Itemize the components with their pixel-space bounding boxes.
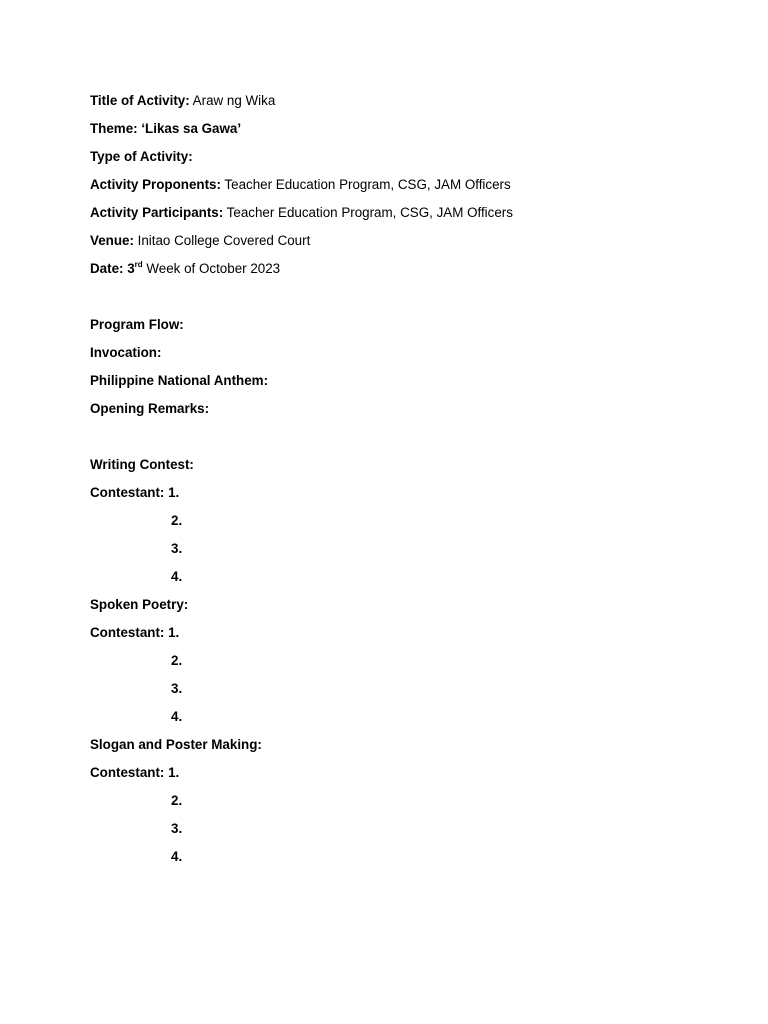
slogan-contestant-4: 4. bbox=[171, 849, 183, 864]
spoken-poetry-heading: Spoken Poetry: bbox=[90, 597, 189, 612]
venue-label: Venue: bbox=[90, 233, 134, 248]
slogan-poster-heading: Slogan and Poster Making: bbox=[90, 737, 262, 752]
writing-contestant-1: Contestant: 1. bbox=[90, 485, 180, 500]
date-ordinal-suffix: rd bbox=[134, 259, 143, 269]
activity-participants-line bbox=[90, 204, 513, 222]
writing-contestant-4: 4. bbox=[171, 569, 183, 584]
program-flow-heading: Program Flow: bbox=[90, 317, 184, 332]
type-of-activity-line: Type of Activity: bbox=[90, 149, 193, 164]
writing-contestant-3: 3. bbox=[171, 541, 183, 556]
title-of-activity-line bbox=[90, 92, 275, 110]
poetry-contestant-2: 2. bbox=[171, 653, 183, 668]
activity-proponents-line bbox=[90, 176, 511, 194]
title-of-activity-value: Araw ng Wika bbox=[189, 93, 276, 108]
theme-line: Theme: ‘Likas sa Gawa’ bbox=[90, 121, 242, 136]
poetry-contestant-1: Contestant: 1. bbox=[90, 625, 180, 640]
date-line bbox=[90, 260, 280, 278]
activity-participants-value: Teacher Education Program, CSG, JAM Officers bbox=[223, 205, 513, 220]
writing-contestant-2: 2. bbox=[171, 513, 183, 528]
slogan-contestant-1: Contestant: 1. bbox=[90, 765, 180, 780]
activity-proponents-value: Teacher Education Program, CSG, JAM Officers bbox=[220, 177, 511, 192]
venue-value: Initao College Covered Court bbox=[133, 233, 311, 248]
date-value: Week of October 2023 bbox=[142, 261, 281, 276]
poetry-contestant-4: 4. bbox=[171, 709, 183, 724]
date-label: Date: 3 bbox=[90, 261, 135, 276]
national-anthem-line: Philippine National Anthem: bbox=[90, 373, 269, 388]
slogan-contestant-2: 2. bbox=[171, 793, 183, 808]
activity-participants-label: Activity Participants: bbox=[90, 205, 224, 220]
activity-proponents-label: Activity Proponents: bbox=[90, 177, 221, 192]
opening-remarks-line: Opening Remarks: bbox=[90, 401, 210, 416]
poetry-contestant-3: 3. bbox=[171, 681, 183, 696]
venue-line bbox=[90, 232, 310, 250]
invocation-line: Invocation: bbox=[90, 345, 162, 360]
writing-contest-heading: Writing Contest: bbox=[90, 457, 194, 472]
title-of-activity-label: Title of Activity: bbox=[90, 93, 190, 108]
slogan-contestant-3: 3. bbox=[171, 821, 183, 836]
